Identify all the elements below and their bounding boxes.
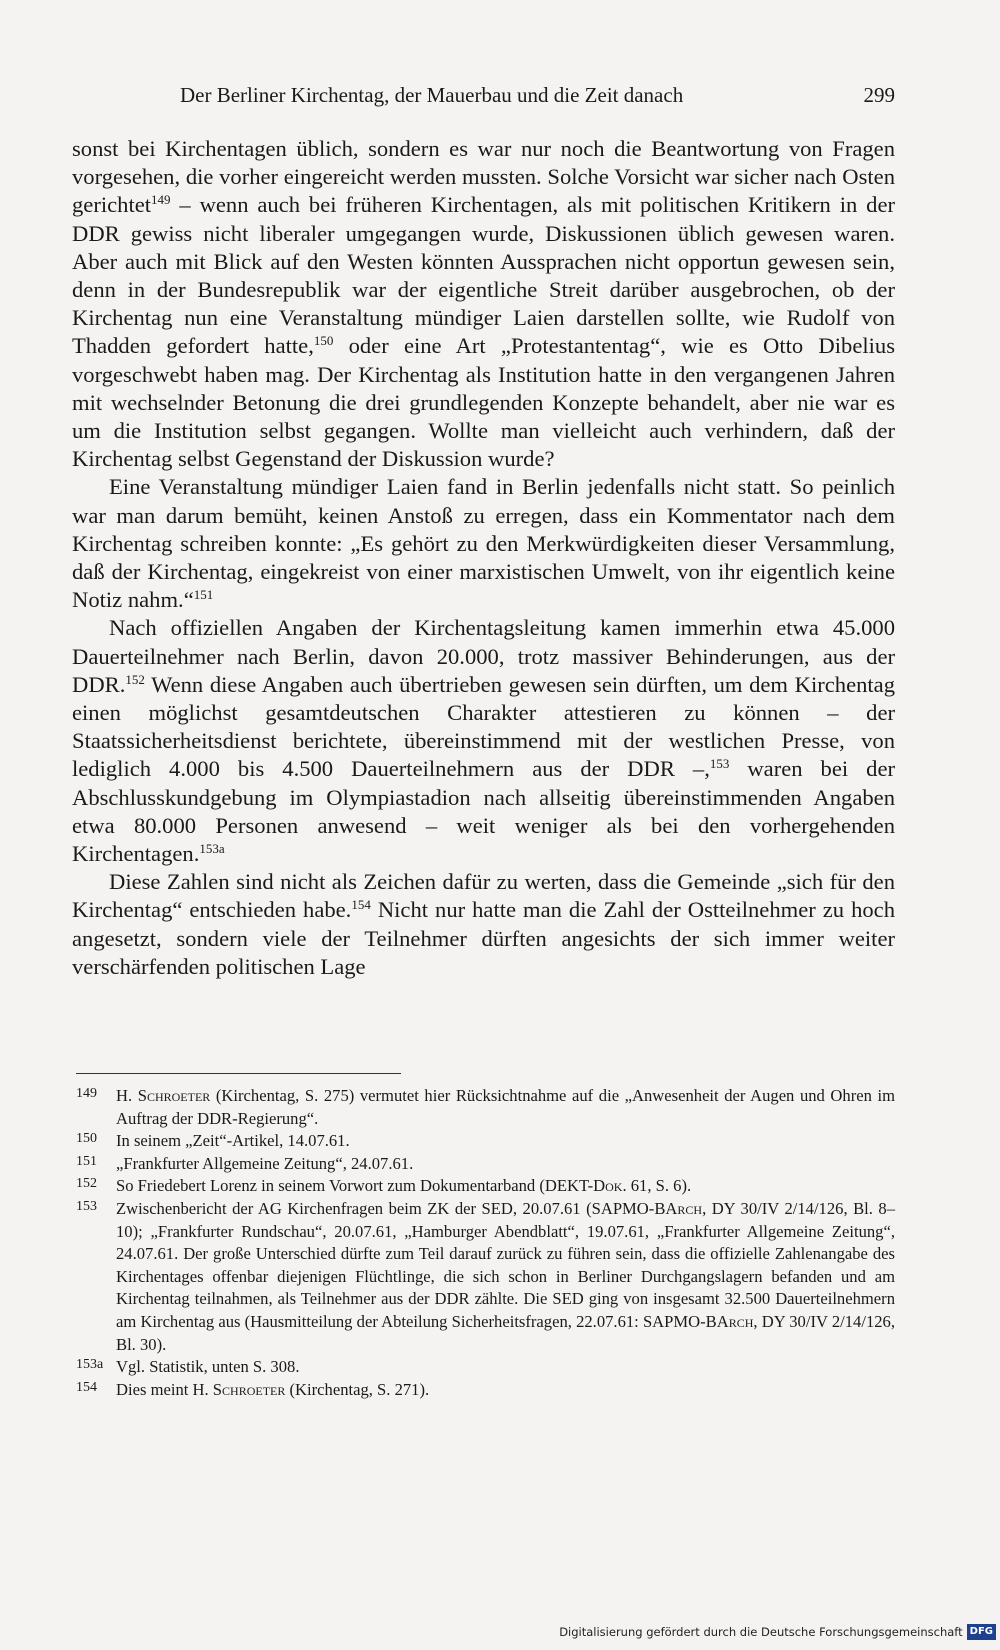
- text-run: , DY 30/IV 2/14/126, Bl. 8–10); „Frankfurter Rundschau“, 20.07.61, „Hamburger Abendblatt“, 19.07.61, „Frankfurter Allgemeine Zeitung“, 24.07.61. Der große Unterschied dürfte zum Teil darauf zurück zu führen sein, dass die offizielle Zahlenangabe des Kirchentages offenbar diejenigen Flüchtlinge, die sich schon in Berliner Durchgangslagern befanden und am Kirchentag teilnahmen, als Teilnehmer aus der DDR zählte. Die SED ging von insgesamt 32.500 Dauerteilnehmern am Kirchentag aus (Hausmitteilung der Abteilung Sicherheitsfragen, 22.07.61: SAPMO-BA: [116, 1198, 895, 1331]
- footnote-separator: [76, 1073, 401, 1074]
- paragraph: [72, 614, 895, 868]
- paragraph: [72, 135, 895, 473]
- text-run: oder eine Art „Protestantentag“, wie es Otto Dibelius vorgeschwebt haben mag. Der Kirchentag als Institution hatte in den vergangenen Jahren mit wechselnder Betonung die drei grundlegenden Konzepte behandelt, aber nie war es um die Institution selbst gegangen. Wollte man vielleicht auch verhindern, daß der Kirchentag selbst Gegenstand der Diskussion wurde?: [72, 333, 895, 472]
- text-run: Nach offiziellen Angaben der Kirchentagsleitung kamen immerhin etwa 45.000 Dauerteilnehmer nach Berlin, davon 20.000, trotz massiver Behinderungen, aus der DDR.: [72, 615, 895, 697]
- text-run: (Kirchentag, S. 275) vermutet hier Rücksichtnahme auf die „Anwesenheit der Augen und Ohren im Auftrag der DDR-Regierung“.: [116, 1086, 896, 1128]
- footnote-number: 151: [76, 1153, 97, 1169]
- small-caps-text: rch: [677, 1198, 703, 1218]
- footnote-ref: 150: [313, 333, 334, 349]
- footnote: [76, 1379, 895, 1402]
- credit-text: Digitalisierung gefördert durch die Deutsche Forschungsgemeinschaft: [559, 1625, 963, 1639]
- footnote-number: 153a: [76, 1357, 104, 1373]
- paragraph: [72, 868, 895, 981]
- running-head-title: Der Berliner Kirchentag, der Mauerbau und die Zeit danach: [180, 83, 684, 107]
- footnote-ref: 154: [351, 897, 371, 913]
- footnote: [76, 1153, 895, 1176]
- text-run: H.: [116, 1086, 138, 1105]
- footnote: [76, 1198, 895, 1356]
- footnote-number: 150: [76, 1131, 97, 1147]
- footnote-ref: 151: [193, 587, 214, 603]
- footnote: [76, 1130, 895, 1153]
- footnote-number: 152: [76, 1176, 97, 1192]
- text-run: Eine Veranstaltung mündiger Laien fand in Berlin jedenfalls nicht statt. So peinlich war man darum bemüht, keinen Anstoß zu erregen, dass ein Kommentator nach dem Kirchentag schreiben konnte: „Es gehört zu den Merkwürdigkeiten dieser Versammlung, daß der Kirchentag, eingekreist von einer marxistischen Umwelt, von ihr eigentlich keine Notiz nahm.“: [72, 474, 895, 613]
- footnote: [76, 1085, 895, 1130]
- body-text: [72, 135, 895, 981]
- text-run: sonst bei Kirchentagen üblich, sondern es war nur noch die Beantwortung von Fragen vorgesehen, die vorher eingereicht werden mussten. Solche Vorsicht war sicher nach Osten gerichtet: [72, 136, 895, 218]
- text-run: „Frankfurter Allgemeine Zeitung“, 24.07.61.: [116, 1153, 414, 1173]
- text-run: Diese Zahlen sind nicht als Zeichen dafür zu werten, dass die Gemeinde „sich für den Kirchentag“ entschieden habe.: [72, 869, 895, 923]
- text-run: Dies meint H.: [116, 1379, 213, 1399]
- small-caps-text: Schroeter: [137, 1086, 211, 1105]
- footnotes: [76, 1085, 895, 1401]
- footnote: [76, 1175, 895, 1198]
- page-number: 299: [863, 83, 895, 107]
- text-run: , DY 30/IV 2/14/126, Bl. 30).: [116, 1311, 895, 1354]
- text-run: – wenn auch bei früheren Kirchentagen, als mit politischen Kritikern in der DDR gewiss nicht liberaler umgegangen wurde, Diskussionen üblich gewesen waren. Aber auch mit Blick auf den Westen könnten Aussprachen nicht opportun gewesen sein, denn in der Bundesrepublik war der eigentliche Streit darüber ausgebrochen, ob der Kirchentag nun eine Veranstaltung mündiger Laien darstellen sollte, wie Rudolf von Thadden gefordert hatte,: [72, 192, 895, 359]
- dfg-logo-icon: DFG: [967, 1624, 996, 1640]
- text-run: Vgl. Statistik, unten S. 308.: [116, 1357, 300, 1377]
- footnote-number: 154: [76, 1379, 97, 1395]
- footnote-ref: 153a: [199, 841, 225, 857]
- small-caps-text: rch: [728, 1311, 754, 1331]
- text-run: Nicht nur hatte man die Zahl der Ostteilnehmer zu hoch angesetzt, sondern viele der Teilnehmer dürften angesichts der sich immer weiter verschärfenden politischen Lage: [72, 897, 895, 979]
- footnote-number: 149: [76, 1086, 97, 1101]
- footnote: [76, 1356, 895, 1379]
- paragraph: [72, 473, 895, 614]
- footnote-ref: 152: [125, 671, 145, 687]
- footnote-ref: 149: [151, 192, 171, 208]
- text-run: In seinem „Zeit“-Artikel, 14.07.61.: [116, 1131, 350, 1151]
- footnote-ref: 153: [709, 756, 730, 772]
- text-run: Wenn diese Angaben auch übertrieben gewesen sein dürften, um dem Kirchentag einen möglichst gesamtdeutschen Charakter attestieren zu können – der Staatssicherheitsdienst berichtete, übereinstimmend mit der westlichen Presse, von lediglich 4.000 bis 4.500 Dauerteilnehmern aus der DDR –,: [72, 671, 895, 782]
- text-run: (Kirchentag, S. 271).: [285, 1379, 430, 1399]
- text-run: So Friedebert Lorenz in seinem Vorwort zum Dokumentarband (DEKT-: [116, 1176, 594, 1196]
- small-caps-text: Schroeter: [212, 1379, 286, 1399]
- running-head: [180, 80, 895, 110]
- small-caps-text: Dok: [593, 1176, 623, 1196]
- text-run: . 61, S. 6).: [622, 1176, 692, 1196]
- text-run: Zwischenbericht der AG Kirchenfragen beim ZK der SED, 20.07.61 (SAPMO-BA: [116, 1198, 678, 1218]
- text-run: waren bei der Abschlusskundgebung im Olympiastadion nach allseitig übereinstimmenden Angaben etwa 80.000 Personen anwesend – weit weniger als bei den vorhergehenden Kirchentagen.: [72, 756, 895, 867]
- digitization-credit: [559, 1622, 1000, 1642]
- footnote-number: 153: [76, 1198, 97, 1214]
